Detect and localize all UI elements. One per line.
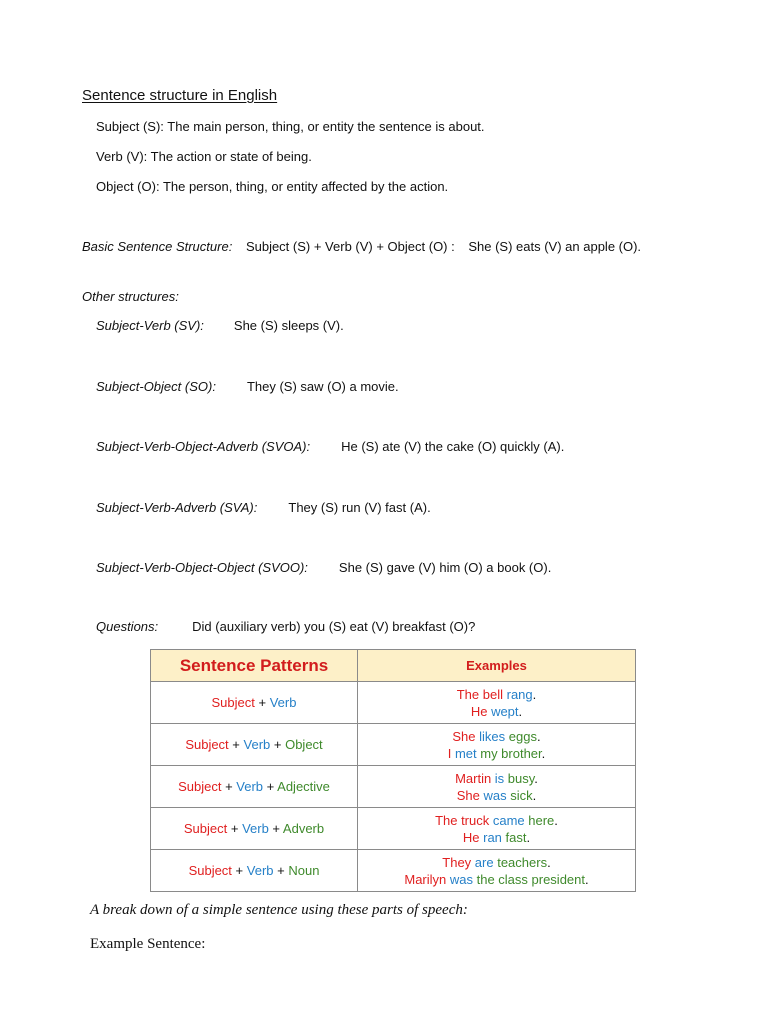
example-segment: likes bbox=[479, 728, 509, 744]
pattern-segment: + bbox=[268, 821, 283, 836]
table-body bbox=[151, 682, 636, 892]
pattern-segment: + bbox=[270, 737, 286, 752]
header-examples: Examples bbox=[358, 650, 636, 682]
pattern-segment: + bbox=[254, 695, 270, 710]
example-segment: . bbox=[536, 728, 541, 744]
example-line bbox=[359, 829, 634, 846]
example-segment: . bbox=[541, 745, 546, 761]
example-segment: ran bbox=[483, 829, 506, 845]
pattern-cell bbox=[151, 724, 358, 766]
table-row bbox=[151, 724, 636, 766]
pattern-segment: + bbox=[231, 863, 247, 878]
pattern-segment: Subject bbox=[185, 737, 229, 752]
page-title: Sentence structure in English bbox=[82, 87, 278, 104]
sentence-patterns-table bbox=[150, 649, 636, 892]
structure-row bbox=[96, 318, 344, 333]
pattern-segment: Subject bbox=[178, 779, 222, 794]
structure-label: Subject-Verb (SV): bbox=[96, 318, 204, 333]
example-segment: Martin bbox=[455, 770, 495, 786]
structure-example: They (S) run (V) fast (A). bbox=[288, 500, 431, 515]
structure-label: Questions: bbox=[96, 619, 159, 634]
pattern-segment: + bbox=[221, 779, 237, 794]
example-segment: They bbox=[442, 854, 475, 870]
example-segment: was bbox=[483, 787, 511, 803]
pattern-segment: + bbox=[273, 863, 289, 878]
example-segment: . bbox=[526, 829, 531, 845]
table-row bbox=[151, 682, 636, 724]
example-segment: The truck bbox=[435, 812, 493, 828]
structure-row bbox=[96, 439, 564, 454]
pattern-cell bbox=[151, 766, 358, 808]
table-row bbox=[151, 766, 636, 808]
example-segment: here bbox=[528, 812, 555, 828]
example-segment: are bbox=[474, 854, 498, 870]
basic-structure-formula: Subject (S) + Verb (V) + Object (O) : bbox=[245, 239, 455, 254]
structure-row bbox=[96, 560, 551, 575]
structure-row bbox=[96, 619, 475, 634]
example-line bbox=[359, 686, 634, 703]
structure-row bbox=[96, 500, 431, 515]
example-segment: . bbox=[554, 812, 558, 828]
example-sentence-label: Example Sentence: bbox=[90, 936, 206, 952]
example-segment: Marilyn bbox=[404, 871, 450, 887]
example-line bbox=[359, 787, 634, 804]
basic-structure-label: Basic Sentence Structure: bbox=[82, 239, 233, 254]
example-segment: my brother bbox=[480, 745, 542, 761]
pattern-segment: Verb bbox=[243, 737, 271, 752]
table-row bbox=[151, 808, 636, 850]
definition-object: Object (O): The person, thing, or entity affected by the action. bbox=[96, 179, 449, 194]
example-line bbox=[359, 728, 634, 745]
example-segment: rang bbox=[506, 686, 533, 702]
examples-cell bbox=[358, 808, 636, 850]
example-segment: sick bbox=[510, 787, 533, 803]
example-segment: eggs bbox=[508, 728, 537, 744]
pattern-segment: Verb bbox=[269, 695, 297, 710]
example-segment: teachers bbox=[497, 854, 548, 870]
example-segment: . bbox=[585, 871, 589, 887]
pattern-segment: Subject bbox=[183, 821, 228, 836]
pattern-segment: Object bbox=[285, 737, 323, 752]
example-segment: The bell bbox=[456, 686, 507, 702]
basic-structure bbox=[82, 239, 641, 254]
example-segment: . bbox=[547, 854, 551, 870]
example-segment: He bbox=[462, 829, 484, 845]
pattern-segment: Subject bbox=[188, 863, 232, 878]
example-line bbox=[359, 703, 634, 720]
structure-label: Subject-Verb-Object-Adverb (SVOA): bbox=[96, 439, 311, 454]
example-segment: I bbox=[447, 745, 455, 761]
structure-example: They (S) saw (O) a movie. bbox=[246, 379, 399, 394]
examples-cell bbox=[358, 682, 636, 724]
header-sentence-patterns: Sentence Patterns bbox=[151, 650, 358, 682]
example-segment: . bbox=[532, 787, 537, 803]
examples-cell bbox=[358, 850, 636, 892]
example-line bbox=[359, 770, 634, 787]
examples-cell bbox=[358, 724, 636, 766]
other-structures-label: Other structures: bbox=[82, 289, 179, 304]
structure-example: Did (auxiliary verb) you (S) eat (V) breakfast (O)? bbox=[192, 619, 476, 634]
pattern-segment: Adverb bbox=[282, 821, 325, 836]
pattern-segment: Adjective bbox=[277, 779, 330, 794]
example-segment: is bbox=[494, 770, 508, 786]
pattern-segment: + bbox=[227, 821, 243, 836]
example-segment: the class president bbox=[476, 871, 586, 887]
example-segment: busy bbox=[507, 770, 535, 786]
basic-structure-example: She (S) eats (V) an apple (O). bbox=[468, 239, 642, 254]
structure-label: Subject-Verb-Object-Object (SVOO): bbox=[96, 560, 308, 575]
pattern-cell bbox=[151, 808, 358, 850]
example-segment: was bbox=[449, 871, 477, 887]
pattern-cell bbox=[151, 850, 358, 892]
pattern-segment: Verb bbox=[242, 821, 269, 836]
definition-subject: Subject (S): The main person, thing, or entity the sentence is about. bbox=[96, 119, 485, 134]
structure-example: She (S) gave (V) him (O) a book (O). bbox=[338, 560, 552, 575]
pattern-segment: Noun bbox=[288, 863, 320, 878]
structure-label: Subject-Object (SO): bbox=[96, 379, 216, 394]
example-segment: . bbox=[532, 686, 537, 702]
pattern-segment: + bbox=[263, 779, 278, 794]
example-line bbox=[359, 745, 634, 762]
table-row bbox=[151, 850, 636, 892]
pattern-segment: + bbox=[228, 737, 244, 752]
pattern-segment: Verb bbox=[246, 863, 274, 878]
example-line bbox=[359, 871, 634, 888]
example-segment: She bbox=[452, 728, 480, 744]
example-segment: fast bbox=[505, 829, 527, 845]
pattern-segment: Subject bbox=[211, 695, 255, 710]
example-segment: met bbox=[454, 745, 481, 761]
structure-row bbox=[96, 379, 399, 394]
pattern-segment: Verb bbox=[236, 779, 264, 794]
example-segment: . bbox=[534, 770, 538, 786]
pattern-cell bbox=[151, 682, 358, 724]
example-segment: She bbox=[456, 787, 484, 803]
definition-verb: Verb (V): The action or state of being. bbox=[96, 149, 312, 164]
example-segment: He bbox=[470, 703, 492, 719]
structure-example: She (S) sleeps (V). bbox=[233, 318, 344, 333]
table-header-row bbox=[151, 650, 636, 682]
example-line bbox=[359, 854, 634, 871]
examples-cell bbox=[358, 766, 636, 808]
example-segment: came bbox=[492, 812, 529, 828]
example-line bbox=[359, 812, 634, 829]
structure-label: Subject-Verb-Adverb (SVA): bbox=[96, 500, 258, 515]
breakdown-text: A break down of a simple sentence using these parts of speech: bbox=[90, 902, 468, 918]
example-segment: . bbox=[518, 703, 523, 719]
example-segment: wept bbox=[491, 703, 519, 719]
structure-example: He (S) ate (V) the cake (O) quickly (A). bbox=[341, 439, 565, 454]
